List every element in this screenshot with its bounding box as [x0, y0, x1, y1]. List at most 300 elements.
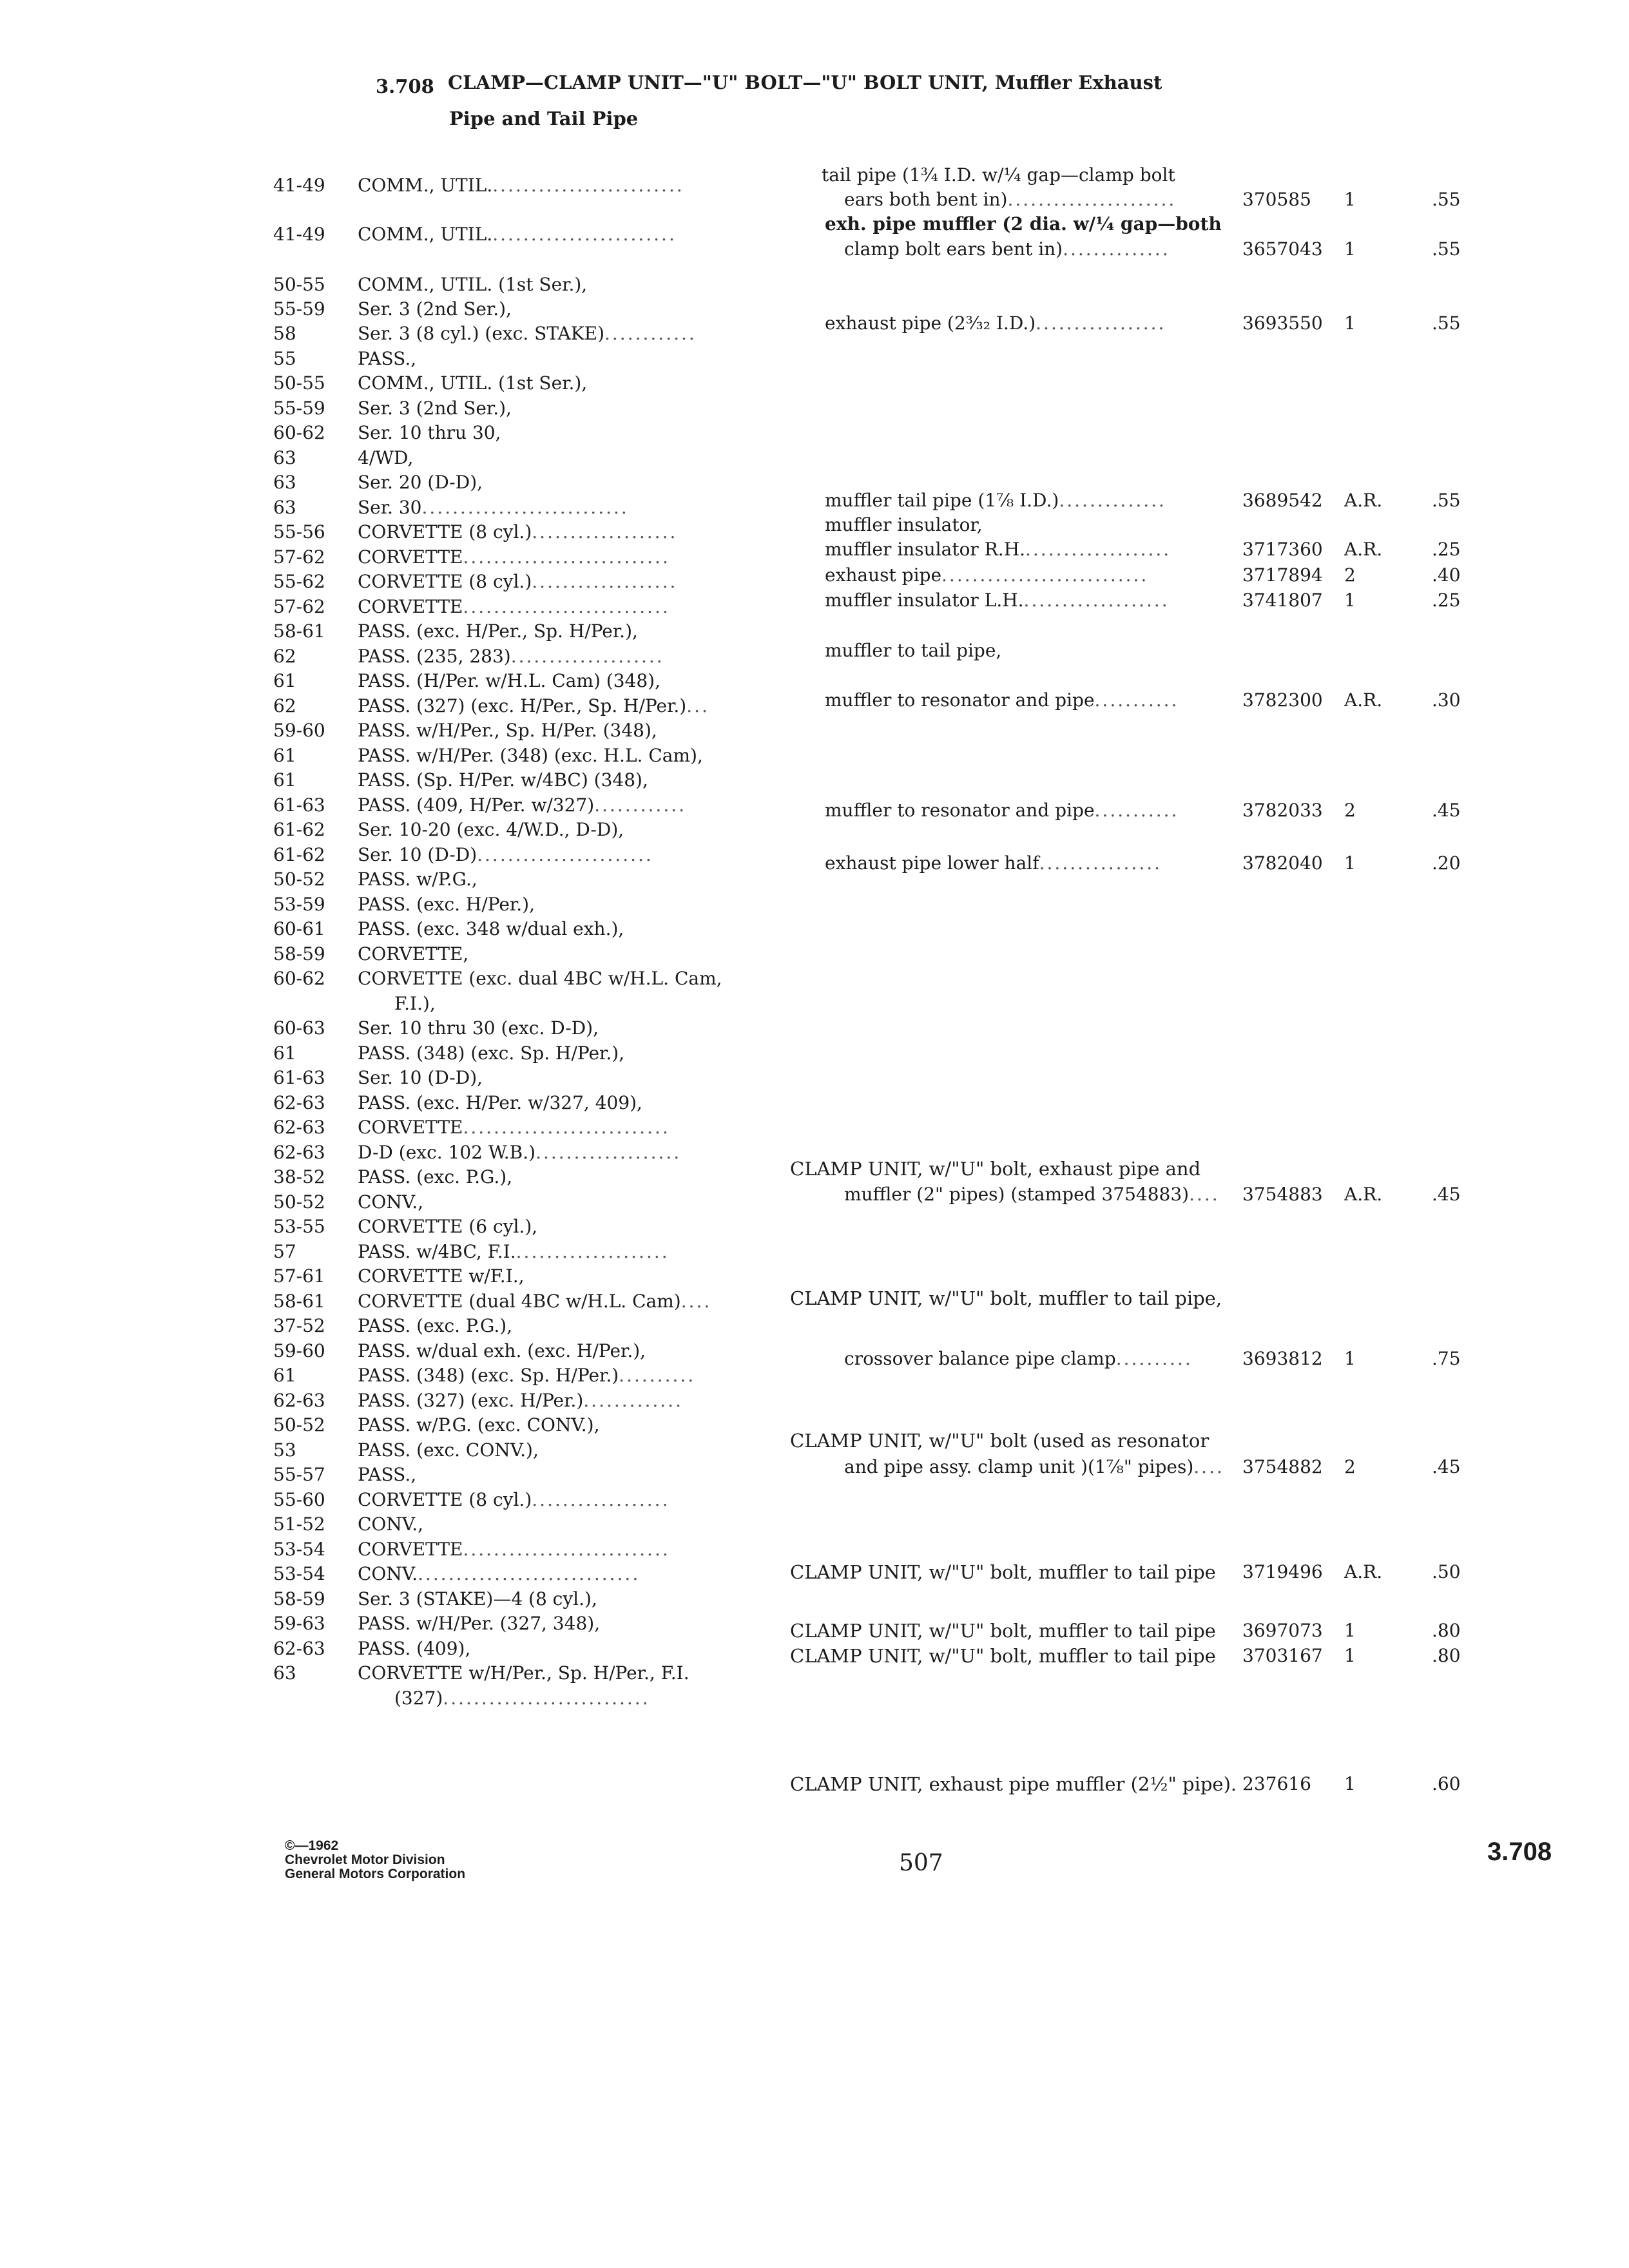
leader-dots: .......... [1115, 1348, 1193, 1369]
description-text [825, 215, 1222, 233]
quantity: 1 [1344, 852, 1356, 874]
model-year: 63 [273, 447, 296, 468]
leader-dots: .... [1193, 1456, 1224, 1477]
model-year: 58-59 [273, 943, 325, 965]
price: .50 [1432, 1561, 1461, 1582]
model-text: PASS. (exc. H/Per.), [358, 894, 535, 915]
corporation-text: General Motors Corporation [285, 1867, 466, 1881]
description-label: CLAMP UNIT, w/"U" bolt (used as resonator [790, 1430, 1210, 1452]
model-name [358, 1094, 642, 1112]
model-name [358, 697, 709, 715]
model-name [358, 1193, 423, 1211]
leader-dots: ........................ [492, 224, 677, 245]
price: .55 [1432, 189, 1461, 210]
leader-dots: ............. [583, 1390, 683, 1411]
model-year: 41-49 [273, 175, 325, 196]
part-number: 3717894 [1242, 564, 1323, 586]
model-name [358, 846, 653, 864]
description-label: CLAMP UNIT, w/"U" bolt, exhaust pipe and [790, 1158, 1201, 1180]
part-number: 3717360 [1242, 539, 1323, 560]
description-text [844, 1186, 1220, 1204]
model-text: PASS. (exc. P.G.), [358, 1315, 513, 1336]
page-title: CLAMP—CLAMP UNIT—"U" BOLT—"U" BOLT UNIT, Muffler Exhaust [448, 72, 1162, 93]
description-text [790, 1775, 1237, 1794]
part-number: 370585 [1242, 189, 1311, 210]
leader-dots: ........................... [463, 1117, 670, 1138]
model-text: Ser. 30 [358, 497, 422, 518]
leader-dots: .......... [619, 1365, 696, 1386]
model-year: 61-63 [273, 794, 325, 816]
description-text [822, 166, 1175, 184]
leader-dots: .................... [516, 1241, 670, 1262]
model-name [358, 1664, 689, 1682]
part-number: 3754882 [1242, 1456, 1323, 1477]
quantity: 1 [1344, 189, 1356, 210]
model-text: PASS. (exc. CONV.), [358, 1439, 539, 1461]
model-year: 38-52 [273, 1166, 325, 1187]
model-year: 57-62 [273, 596, 325, 617]
leader-dots: ............................. [418, 1563, 641, 1584]
description-text [825, 691, 1179, 709]
model-text: CORVETTE w/H/Per., Sp. H/Per., F.I. [358, 1662, 689, 1684]
model-name [358, 1168, 512, 1186]
model-year: 59-63 [273, 1613, 325, 1634]
model-text: PASS., [358, 348, 417, 369]
model-year: 55-62 [273, 571, 325, 592]
model-year: 59-60 [273, 1340, 325, 1361]
model-text: COMM., UTIL. [358, 175, 493, 196]
model-year: 62-63 [273, 1117, 325, 1138]
description-label: ears both bent in) [844, 189, 1008, 210]
leader-dots: ............ [594, 794, 687, 816]
model-name [358, 1019, 599, 1037]
model-name [358, 747, 703, 765]
model-year: 62-63 [273, 1638, 325, 1659]
model-year: 58 [273, 323, 296, 344]
model-text: CORVETTE (8 cyl.) [358, 521, 532, 543]
model-year: 55-59 [273, 398, 325, 419]
model-year: 61 [273, 1365, 296, 1386]
model-text: Ser. 10-20 (exc. 4/W.D., D-D), [358, 819, 624, 840]
part-number: 3693812 [1242, 1348, 1323, 1369]
model-year: 55 [273, 348, 296, 369]
model-text: 4/WD, [358, 447, 414, 468]
model-text: PASS. w/H/Per. (327, 348), [358, 1613, 601, 1634]
description-text [844, 1350, 1193, 1368]
leader-dots: ............ [604, 323, 697, 344]
model-year: 61-62 [273, 819, 325, 840]
model-text: PASS. w/P.G. (exc. CONV.), [358, 1414, 600, 1436]
model-text: PASS. (409), [358, 1638, 471, 1659]
model-name [358, 622, 638, 640]
model-year: 62-63 [273, 1390, 325, 1411]
quantity: 2 [1344, 564, 1356, 586]
quantity: 2 [1344, 800, 1356, 821]
leader-dots: ................... [1023, 590, 1170, 611]
part-number: 3782300 [1242, 689, 1323, 711]
model-name [358, 499, 629, 517]
model-year: 50-52 [273, 1191, 325, 1213]
model-year: 60-62 [273, 422, 325, 443]
part-number: 3689542 [1242, 490, 1323, 511]
page-title-line2: Pipe and Tail Pipe [449, 108, 639, 130]
part-number: 3754883 [1242, 1184, 1323, 1205]
description-label: CLAMP UNIT, exhaust pipe muffler (2½" pipe). [790, 1773, 1237, 1795]
model-name [358, 449, 413, 467]
price: .40 [1432, 564, 1461, 586]
description-text [825, 516, 983, 534]
model-year: 61 [273, 670, 296, 691]
description-text [825, 802, 1179, 820]
model-text: PASS. (327) (exc. H/Per.) [358, 1390, 584, 1411]
description-text [844, 191, 1176, 209]
model-year: 50-52 [273, 1414, 325, 1436]
model-name [358, 424, 501, 442]
price: .55 [1432, 238, 1461, 260]
description-label: CLAMP UNIT, w/"U" bolt, muffler to tail pipe, [790, 1287, 1222, 1309]
price: .30 [1432, 689, 1461, 711]
description-text [825, 314, 1166, 332]
leader-dots: ....................... [477, 844, 653, 865]
price: .20 [1432, 852, 1461, 874]
description-label: muffler to resonator and pipe [825, 689, 1095, 711]
model-text: CORVETTE (8 cyl.) [358, 571, 532, 592]
part-number: 237616 [1242, 1773, 1311, 1794]
model-year: 37-52 [273, 1315, 325, 1336]
leader-dots: ........................... [421, 497, 629, 518]
quantity: A.R. [1344, 539, 1383, 560]
description-text [790, 1289, 1222, 1308]
model-text: PASS. (Sp. H/Per. w/4BC) (348), [358, 769, 648, 791]
model-name [358, 1466, 416, 1484]
model-name [358, 1640, 470, 1658]
model-year: 57-61 [273, 1265, 325, 1287]
footer-copyright [285, 1839, 465, 1881]
quantity: A.R. [1344, 490, 1383, 511]
model-text: PASS. w/4BC, F.I. [358, 1241, 516, 1262]
description-label: muffler insulator L.H. [825, 590, 1024, 611]
price: .80 [1432, 1620, 1461, 1641]
model-year: 61-62 [273, 844, 325, 865]
model-year: 51-52 [273, 1514, 325, 1535]
model-name [358, 1416, 600, 1434]
model-year: 57-62 [273, 546, 325, 568]
section-code: 3.708 [376, 75, 434, 97]
part-number: 3719496 [1242, 1561, 1323, 1582]
model-text: Ser. 3 (STAKE)—4 (8 cyl.), [358, 1588, 597, 1610]
copyright-text: ©—1962 [285, 1838, 339, 1853]
model-text: PASS. (348) (exc. Sp. H/Per.) [358, 1365, 619, 1386]
leader-dots: ........................... [443, 1687, 650, 1709]
model-name [358, 648, 664, 666]
model-year: 63 [273, 472, 296, 493]
quantity: 1 [1344, 1773, 1356, 1794]
description-label: muffler tail pipe (1⅞ I.D.) [825, 490, 1059, 511]
leader-dots: ........... [1094, 800, 1179, 821]
model-year: 53 [273, 1439, 296, 1461]
model-name [358, 1144, 681, 1162]
model-text: PASS. w/H/Per., Sp. H/Per. (348), [358, 720, 657, 741]
price: .45 [1432, 1456, 1461, 1477]
part-number: 3693550 [1242, 312, 1323, 334]
price: .25 [1432, 539, 1461, 560]
description-label: muffler to tail pipe, [825, 640, 1002, 661]
model-name [358, 399, 512, 418]
quantity: A.R. [1344, 1184, 1383, 1205]
model-name [358, 1541, 670, 1559]
model-name [358, 1367, 695, 1385]
price: .60 [1432, 1773, 1461, 1794]
model-year: 53-54 [273, 1539, 325, 1560]
description-label: CLAMP UNIT, w/"U" bolt, muffler to tail pipe [790, 1561, 1216, 1583]
model-text: PASS. (exc. H/Per. w/327, 409), [358, 1092, 642, 1113]
price: .55 [1432, 312, 1461, 334]
model-text: PASS. (327) (exc. H/Per., Sp. H/Per.) [358, 695, 687, 716]
model-name [358, 1565, 640, 1583]
model-year: 58-61 [273, 620, 325, 642]
model-name [358, 945, 468, 963]
description-label: muffler to resonator and pipe [825, 800, 1095, 821]
model-text: CORVETTE [358, 1539, 463, 1560]
model-text: CORVETTE (8 cyl.) [358, 1489, 532, 1510]
quantity: 1 [1344, 1620, 1356, 1641]
page-number: 507 [899, 1850, 943, 1876]
leader-dots: ........................... [463, 596, 670, 617]
model-year: 62-63 [273, 1092, 325, 1113]
description-label: tail pipe (1¾ I.D. w/¼ gap—clamp bolt [822, 164, 1175, 186]
model-text: CORVETTE [358, 596, 463, 617]
model-name [358, 548, 670, 566]
section-number: 3.708 [1487, 1838, 1552, 1866]
leader-dots: ................ [1039, 852, 1162, 874]
leader-dots: ........................... [463, 1539, 670, 1560]
model-year: 58-61 [273, 1291, 325, 1312]
model-name [358, 325, 697, 343]
model-name [358, 672, 660, 690]
part-number: 3782033 [1242, 800, 1323, 821]
description-text [825, 492, 1166, 510]
model-name [394, 995, 436, 1013]
model-text: CONV. [358, 1563, 418, 1584]
model-year: 50-55 [273, 274, 325, 295]
description-text [825, 566, 1148, 584]
description-text [844, 240, 1170, 258]
description-text [790, 1160, 1200, 1178]
model-name [358, 598, 670, 616]
model-text: Ser. 10 (D-D), [358, 1067, 483, 1088]
leader-dots: ................... [532, 521, 678, 543]
leader-dots: ......................... [492, 175, 684, 196]
model-year: 55-59 [273, 298, 325, 320]
quantity: 1 [1344, 312, 1356, 334]
model-name [358, 177, 684, 195]
price: .55 [1432, 490, 1461, 511]
leader-dots: ................. [1036, 312, 1166, 334]
leader-dots: .................... [510, 646, 664, 667]
model-text: CORVETTE (6 cyl.), [358, 1216, 538, 1237]
leader-dots: ........................... [941, 564, 1149, 586]
quantity: 1 [1344, 238, 1356, 260]
model-year: 41-49 [273, 224, 325, 245]
model-text: COMM., UTIL. (1st Ser.), [358, 372, 588, 394]
model-year: 62-63 [273, 1142, 325, 1163]
model-year: 63 [273, 1662, 296, 1684]
quantity: 2 [1344, 1456, 1356, 1477]
quantity: A.R. [1344, 689, 1383, 711]
model-name [358, 1218, 537, 1236]
description-text [825, 591, 1170, 610]
description-label: exh. pipe muffler (2 dia. w/¼ gap—both [825, 213, 1222, 235]
model-text: PASS. (H/Per. w/H.L. Cam) (348), [358, 670, 660, 691]
leader-dots: ................... [1025, 539, 1171, 560]
leader-dots: .............. [1059, 490, 1166, 511]
model-name [358, 1590, 597, 1608]
model-year: 50-55 [273, 372, 325, 394]
description-text [790, 1647, 1216, 1666]
description-text [825, 541, 1171, 559]
model-text: PASS. (409, H/Per. w/327) [358, 794, 595, 816]
model-text: COMM., UTIL. (1st Ser.), [358, 274, 588, 295]
model-name [358, 1044, 624, 1062]
model-name [358, 896, 535, 914]
model-text: Ser. 10 thru 30, [358, 422, 501, 443]
leader-dots: .............. [1063, 238, 1170, 260]
model-text: CORVETTE [358, 1117, 463, 1138]
model-name [358, 374, 587, 392]
model-name [358, 1243, 670, 1261]
quantity: 1 [1344, 590, 1356, 611]
model-name [394, 1689, 650, 1707]
part-number: 3741807 [1242, 590, 1323, 611]
part-number: 3697073 [1242, 1620, 1323, 1641]
model-name [358, 1441, 539, 1459]
price: .80 [1432, 1645, 1461, 1666]
model-name [358, 1491, 670, 1509]
price: .25 [1432, 590, 1461, 611]
model-name [358, 1293, 711, 1311]
description-label: CLAMP UNIT, w/"U" bolt, muffler to tail pipe [790, 1620, 1216, 1642]
model-year: 55-56 [273, 521, 325, 543]
model-year: 61 [273, 745, 296, 766]
price: .45 [1432, 800, 1461, 821]
model-text: PASS. w/dual exh. (exc. H/Per.), [358, 1340, 646, 1361]
model-name [358, 796, 686, 814]
model-text: CORVETTE [358, 546, 463, 568]
description-label: exhaust pipe (2³⁄₃₂ I.D.) [825, 312, 1036, 334]
model-text: PASS. (348) (exc. Sp. H/Per.), [358, 1043, 625, 1064]
description-label: exhaust pipe [825, 564, 942, 586]
model-text: PASS. (235, 283) [358, 646, 511, 667]
description-text [844, 1458, 1224, 1476]
model-text: CORVETTE, [358, 943, 469, 965]
model-text: F.I.), [394, 993, 436, 1014]
quantity: 1 [1344, 1645, 1356, 1666]
model-year: 61-63 [273, 1067, 325, 1088]
leader-dots: ................... [532, 571, 678, 592]
model-year: 61 [273, 769, 296, 791]
description-label: crossover balance pipe clamp [844, 1348, 1116, 1369]
model-year: 60-63 [273, 1017, 325, 1039]
model-text: PASS., [358, 1464, 417, 1485]
model-name [358, 970, 722, 988]
model-name [358, 1342, 646, 1360]
description-text [825, 642, 1001, 660]
description-label: and pipe assy. clamp unit )(1⅞" pipes) [844, 1456, 1194, 1477]
model-year: 57 [273, 1241, 296, 1262]
part-number: 3703167 [1242, 1645, 1323, 1666]
model-year: 50-52 [273, 869, 325, 890]
model-year: 62 [273, 695, 296, 716]
quantity: 1 [1344, 1348, 1356, 1369]
description-label: muffler (2" pipes) (stamped 3754883) [844, 1184, 1190, 1205]
model-name [358, 1069, 483, 1087]
model-text: CORVETTE w/F.I., [358, 1265, 525, 1287]
model-text: CORVETTE (dual 4BC w/H.L. Cam) [358, 1291, 681, 1312]
model-year: 62 [273, 646, 296, 667]
model-year: 60-62 [273, 968, 325, 989]
model-text: CONV., [358, 1514, 424, 1535]
description-text [790, 1432, 1209, 1450]
model-text: Ser. 20 (D-D), [358, 472, 483, 493]
model-name [358, 1119, 670, 1137]
description-label: CLAMP UNIT, w/"U" bolt, muffler to tail pipe [790, 1645, 1216, 1667]
model-name [358, 870, 477, 889]
model-name [358, 1615, 600, 1633]
leader-dots: ... [686, 695, 709, 716]
model-name [358, 722, 657, 740]
model-name [358, 821, 624, 839]
part-number: 3782040 [1242, 852, 1323, 874]
price: .75 [1432, 1348, 1461, 1369]
model-name [358, 1317, 512, 1335]
quantity: A.R. [1344, 1561, 1383, 1582]
model-name [358, 1392, 683, 1410]
model-name [358, 300, 512, 318]
model-name [358, 226, 677, 244]
model-text: D-D (exc. 102 W.B.) [358, 1142, 536, 1163]
leader-dots: .................. [532, 1489, 670, 1510]
model-year: 61 [273, 1043, 296, 1064]
model-text: CORVETTE (exc. dual 4BC w/H.L. Cam, [358, 968, 722, 989]
description-label: muffler insulator, [825, 514, 983, 535]
model-text: Ser. 3 (2nd Ser.), [358, 398, 512, 419]
description-label: exhaust pipe lower half [825, 852, 1039, 874]
model-text: PASS. (exc. H/Per., Sp. H/Per.), [358, 620, 638, 642]
model-name [358, 1515, 423, 1533]
description-text [825, 854, 1162, 872]
description-label: clamp bolt ears bent in) [844, 238, 1063, 260]
model-text: PASS. (exc. P.G.), [358, 1166, 513, 1187]
leader-dots: ...................... [1007, 189, 1177, 210]
division-text: Chevrolet Motor Division [285, 1852, 445, 1867]
model-text: (327) [394, 1687, 443, 1709]
model-text: Ser. 10 (D-D) [358, 844, 477, 865]
model-name [358, 920, 624, 938]
model-text: CONV., [358, 1191, 424, 1213]
leader-dots: .... [680, 1291, 712, 1312]
model-year: 60-61 [273, 918, 325, 939]
model-year: 63 [273, 497, 296, 518]
model-year: 53-55 [273, 1216, 325, 1237]
model-year: 58-59 [273, 1588, 325, 1610]
leader-dots: .... [1189, 1184, 1220, 1205]
leader-dots: ........................... [463, 546, 670, 568]
price: .45 [1432, 1184, 1461, 1205]
model-text: Ser. 3 (2nd Ser.), [358, 298, 512, 320]
model-name [358, 573, 677, 591]
model-text: Ser. 3 (8 cyl.) (exc. STAKE) [358, 323, 604, 344]
model-name [358, 523, 677, 541]
